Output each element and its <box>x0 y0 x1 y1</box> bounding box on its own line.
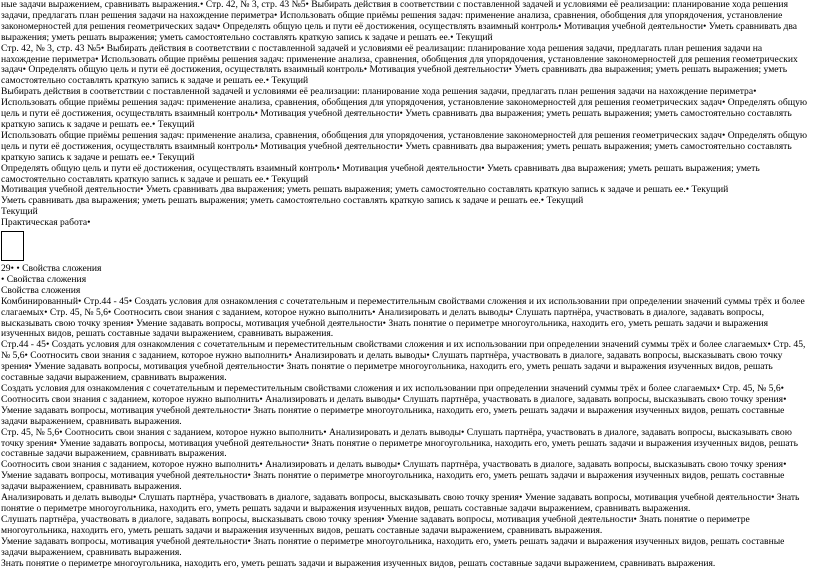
paragraph: Стр. 42, № 3, стр. 43 №5• Выбирать действия в соответствии с поставленной задачей и условиями её реализации: планирование хода решения задачи, предлагать план решения задачи на нахождение периметра• Использовать общие приёмы решения задач: применение анализа, сравнения, обобщения для упорядочения, установление закономерностей для решения геометрических задач• Определять общую цель и пути её достижения, осуществлять взаимный контроль• Мотивация учебной деятельности• Уметь сравнивать два выражения; уметь решать выражения; уметь самостоятельно составлять краткую запись к задаче и решать ее.• Текущий <box>1 44 812 88</box>
paragraph: Соотносить свои знания с заданием, которое нужно выполнить• Анализировать и делать выводы• Слушать партнёра, участвовать в диалоге, задавать вопросы, высказывать свою точку зрения• Умение задавать вопросы, мотивация учебной деятельности• Знать понятие о периметре многоугольника, находить его, уметь решать задачи и выражения изученных видов, решать составные задачи выражением, сравнивать выражения. <box>1 460 812 493</box>
paragraph: Создать условия для ознакомления с сочетательным и переместительным свойствами сложения и их использовании при определении значений суммы трёх и более слагаемых• Стр. 45, № 5,6• Соотносить свои знания с заданием, которое нужно выполнить• Анализировать и делать выводы• Слушать партнёра, участвовать в диалоге, задавать вопросы, высказывать свою точку зрения• Умение задавать вопросы, мотивация учебной деятельности• Знать понятие о периметре многоугольника, находить его, уметь решать задачи и выражения изученных видов, решать составные задачи выражением, сравнивать выражения. <box>1 384 812 428</box>
paragraph: Анализировать и делать выводы• Слушать партнёра, участвовать в диалоге, задавать вопросы, высказывать свою точку зрения• Умение задавать вопросы, мотивация учебной деятельности• Знать понятие о периметре многоугольника, находить его, уметь решать задачи и выражения изученных видов, решать составные задачи выражением, сравнивать выражения. <box>1 493 812 515</box>
paragraph: Уметь сравнивать два выражения; уметь решать выражения; уметь самостоятельно составлять краткую запись к задаче и решать ее.• Текущий <box>1 196 812 207</box>
paragraph: Мотивация учебной деятельности• Уметь сравнивать два выражения; уметь решать выражения; уметь самостоятельно составлять краткую запись к задаче и решать ее.• Текущий <box>1 185 812 196</box>
paragraph: Текущий <box>1 207 812 218</box>
text-block-bottom <box>1 264 812 569</box>
paragraph: Слушать партнёра, участвовать в диалоге, задавать вопросы, высказывать свою точку зрения• Умение задавать вопросы, мотивация учебной деятельности• Знать понятие о периметре многоугольника, находить его, уметь решать задачи и выражения изученных видов, решать составные задачи выражением, сравнивать выражения. <box>1 515 812 537</box>
paragraph: Определять общую цель и пути её достижения, осуществлять взаимный контроль• Мотивация учебной деятельности• Уметь сравнивать два выражения; уметь решать выражения; уметь самостоятельно составлять краткую запись к задаче и решать ее.• Текущий <box>1 164 812 186</box>
paragraph: Использовать общие приёмы решения задач: применение анализа, сравнения, обобщения для упорядочения, установление закономерностей для решения геометрических задач• Определять общую цель и пути её достижения, осуществлять взаимный контроль• Мотивация учебной деятельности• Уметь сравнивать два выражения; уметь решать выражения; уметь самостоятельно составлять краткую запись к задаче и решать ее.• Текущий <box>1 131 812 164</box>
text-block-top <box>1 0 812 229</box>
paragraph: Стр. 45, № 5,6• Соотносить свои знания с заданием, которое нужно выполнить• Анализировать и делать выводы• Слушать партнёра, участвовать в диалоге, задавать вопросы, высказывать свою точку зрения• Умение задавать вопросы, мотивация учебной деятельности• Знать понятие о периметре многоугольника, находить его, уметь решать задачи и выражения изученных видов, решать составные задачи выражением, сравнивать выражения. <box>1 428 812 461</box>
paragraph: 29• • Свойства сложения <box>1 264 812 275</box>
paragraph: Умение задавать вопросы, мотивация учебной деятельности• Знать понятие о периметре многоугольника, находить его, уметь решать задачи и выражения изученных видов, решать составные задачи выражением, сравнивать выражения. <box>1 537 812 559</box>
paragraph: Комбинированный• Стр.44 - 45• Создать условия для ознакомления с сочетательным и переместительным свойствами сложения и их использовании при определении значений суммы трёх и более слагаемых• Стр. 45, № 5,6• Соотносить свои знания с заданием, которое нужно выполнить• Анализировать и делать выводы• Слушать партнёра, участвовать в диалоге, задавать вопросы, высказывать свою точку зрения• Умение задавать вопросы, мотивация учебной деятельности• Знать понятие о периметре многоугольника, находить его, уметь решать задачи и выражения изученных видов, решать составные задачи выражением, сравнивать выражения. <box>1 297 812 341</box>
paragraph: • Свойства сложения <box>1 275 812 286</box>
paragraph: Знать понятие о периметре многоугольника, находить его, уметь решать задачи и выражения изученных видов, решать составные задачи выражением, сравнивать выражения. <box>1 559 812 569</box>
empty-table-cell <box>1 231 24 261</box>
paragraph: ные задачи выражением, сравнивать выражения.• Стр. 42, № 3, стр. 43 №5• Выбирать действия в соответствии с поставленной задачей и условиями её реализации: планирование хода решения задачи, предлагать план решения задачи на нахождение периметра• Использовать общие приёмы решения задач: применение анализа, сравнения, обобщения для упорядочения, установление закономерностей для решения геометрических задач• Определять общую цель и пути её достижения, осуществлять взаимный контроль• Мотивация учебной деятельности• Уметь сравнивать два выражения; уметь решать выражения; уметь самостоятельно составлять краткую запись к задаче и решать ее.• Текущий <box>1 0 812 44</box>
paragraph: Выбирать действия в соответствии с поставленной задачей и условиями её реализации: планирование хода решения задачи, предлагать план решения задачи на нахождение периметра• Использовать общие приёмы решения задач: применение анализа, сравнения, обобщения для упорядочения, установление закономерностей для решения геометрических задач• Определять общую цель и пути её достижения, осуществлять взаимный контроль• Мотивация учебной деятельности• Уметь сравнивать два выражения; уметь решать выражения; уметь самостоятельно составлять краткую запись к задаче и решать ее.• Текущий <box>1 87 812 131</box>
paragraph: Свойства сложения <box>1 286 812 297</box>
paragraph: Практическая работа• <box>1 218 812 229</box>
paragraph: Стр.44 - 45• Создать условия для ознакомления с сочетательным и переместительным свойствами сложения и их использовании при определении значений суммы трёх и более слагаемых• Стр. 45, № 5,6• Соотносить свои знания с заданием, которое нужно выполнить• Анализировать и делать выводы• Слушать партнёра, участвовать в диалоге, задавать вопросы, высказывать свою точку зрения• Умение задавать вопросы, мотивация учебной деятельности• Знать понятие о периметре многоугольника, находить его, уметь решать задачи и выражения изученных видов, решать составные задачи выражением, сравнивать выражения. <box>1 340 812 384</box>
